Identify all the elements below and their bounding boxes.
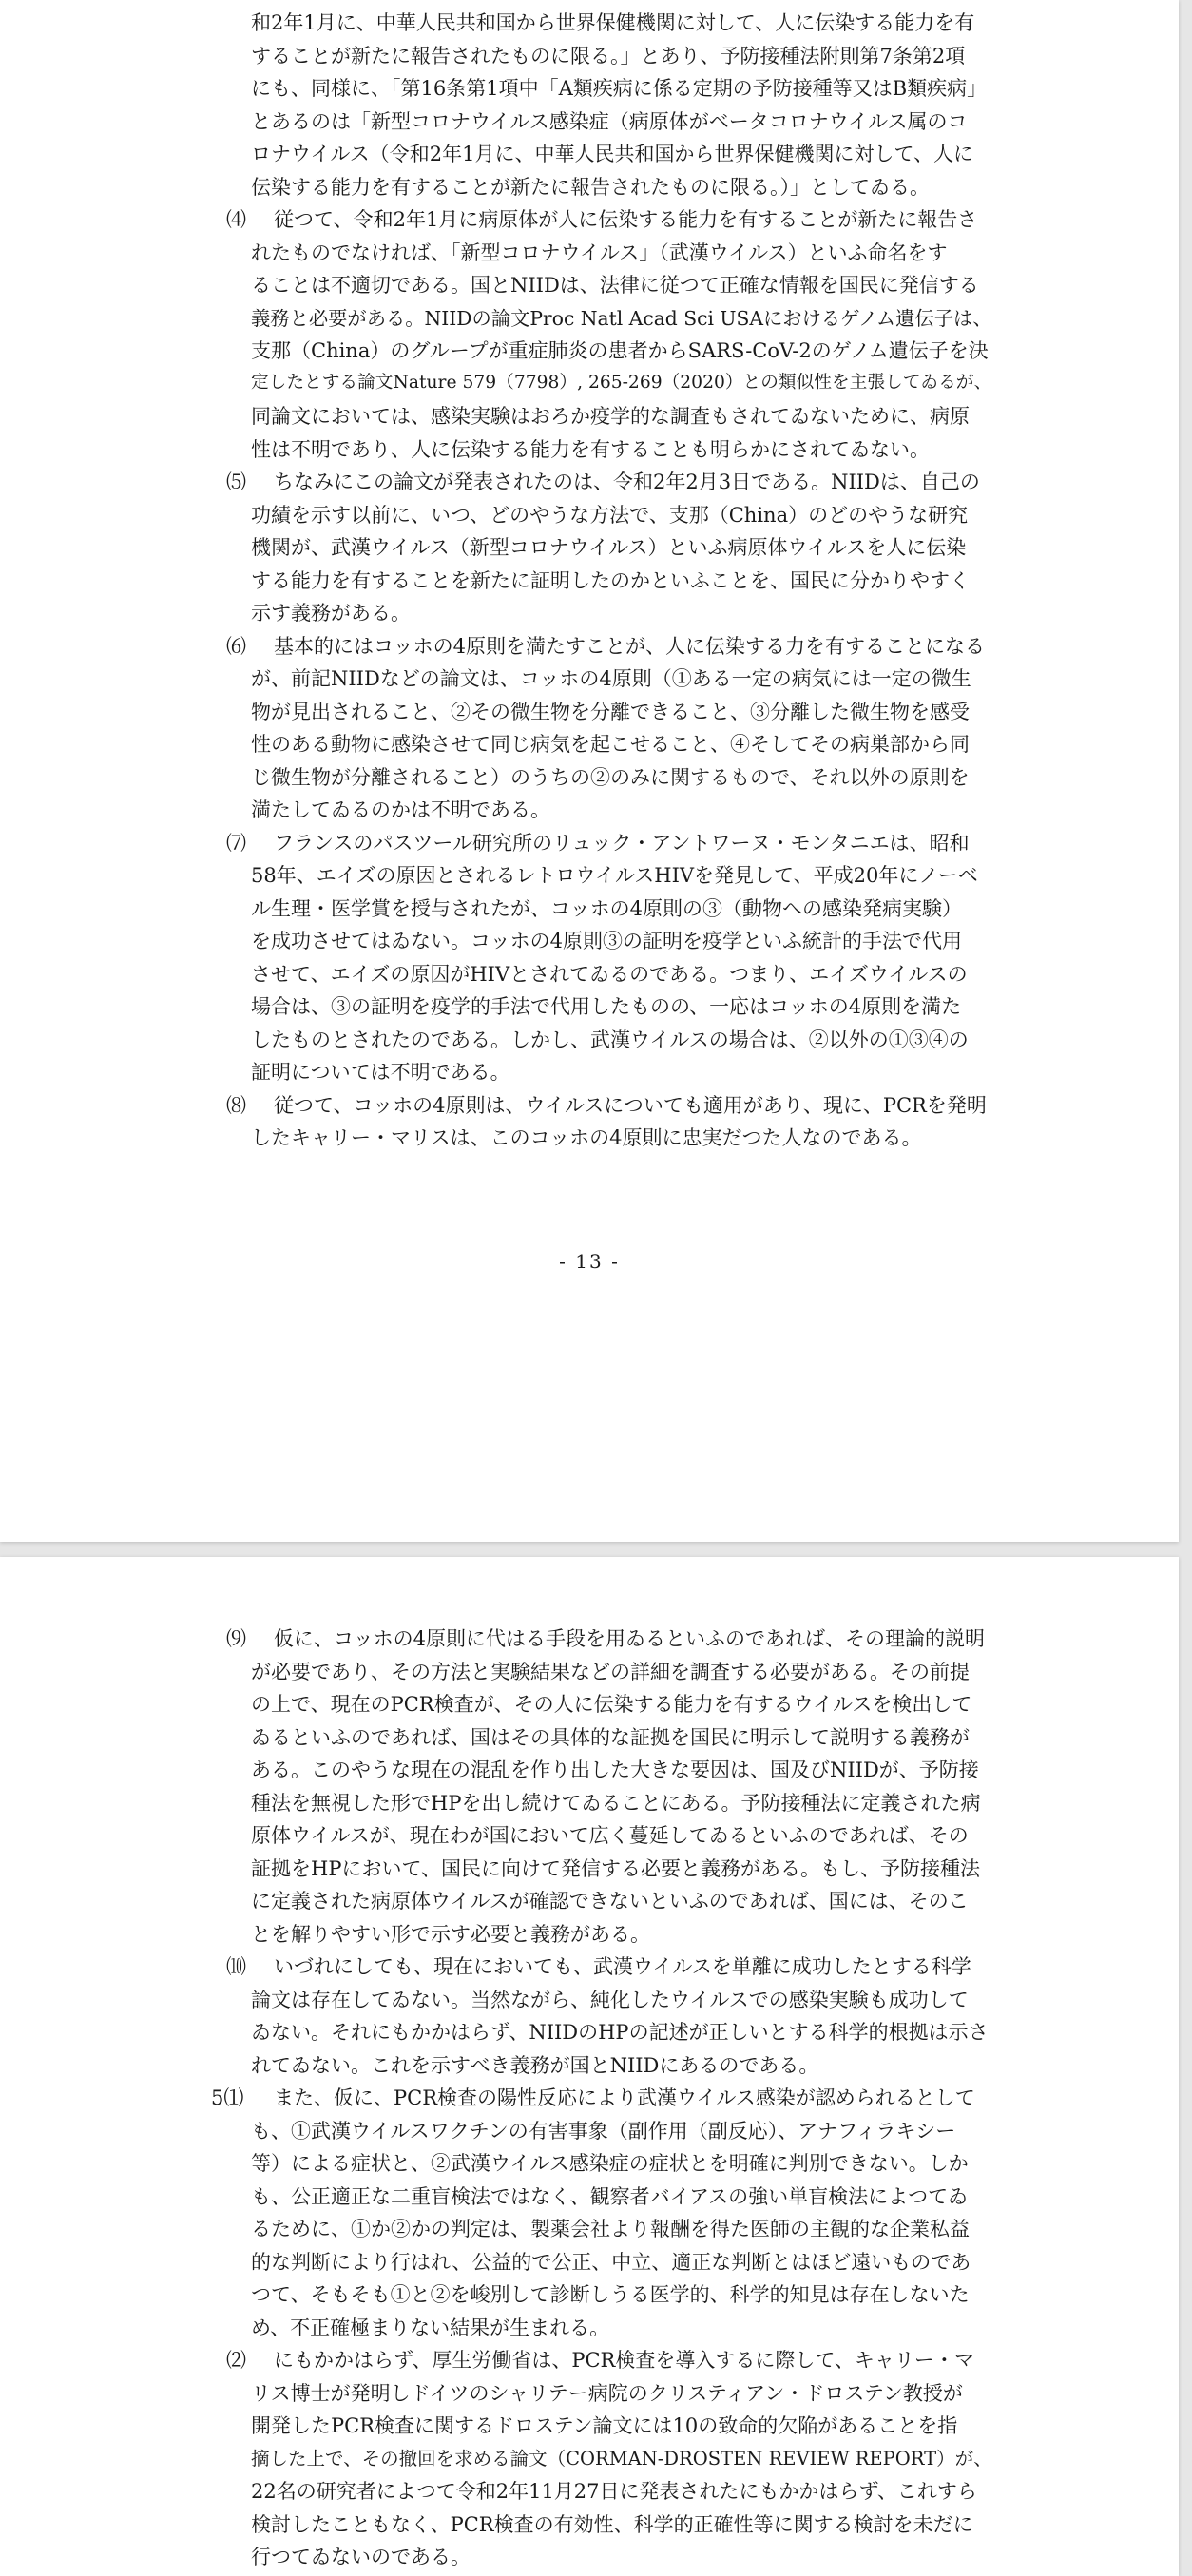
- text-line: 22名の研究者によつて令和2年11月27日に発表されたにもかかはらず、これすら: [251, 2480, 977, 2503]
- text-line: 基本的にはコッホの4原則を満たすことが、人に伝染する力を有することになる: [274, 634, 985, 658]
- text-line: にも、同様に、「第16条第1項中「A類疾病に係る定期の予防接種等又はB類疾病」: [251, 77, 988, 100]
- text-line: 的な判断により行はれ、公益的で公正、中立、適正な判断とはほど遠いものであ: [251, 2250, 971, 2274]
- text-line: れてゐない。これを示すべき義務が国とNIIDにあるのである。: [251, 2053, 819, 2077]
- text-line: じ微生物が分離されること）のうちの②のみに関するもので、それ以外の原則を: [251, 765, 970, 789]
- text-line: 58年、エイズの原因とされるレトロウイルスHIVを発見して、平成20年にノーベ: [251, 864, 978, 887]
- text-line: 機関が、武漢ウイルス（新型コロナウイルス）といふ病原体ウイルスを人に伝染: [251, 536, 967, 559]
- page-number: - 13 -: [559, 1250, 620, 1273]
- text-line: することが新たに報告されたものに限る。」とあり、予防接種法附則第7条第2項: [251, 44, 966, 67]
- text-line: 開発したPCR検査に関するドロステン論文には10の致命的欠陥があることを指: [251, 2414, 958, 2437]
- text-line: 仮に、コッホの4原則に代はる手段を用ゐるといふのであれば、その理論的説明: [274, 1627, 985, 1650]
- text-line: るために、①か②かの判定は、製薬会社より報酬を得た医師の主観的な企業私益: [251, 2218, 970, 2240]
- text-line: ある。このやうな現在の混乱を作り出した大きな要因は、国及びNIIDが、予防接: [251, 1759, 979, 1781]
- paragraph-number: 5⑴: [211, 2086, 244, 2109]
- text-line: ることは不適切である。国とNIIDは、法律に従つて正確な情報を国民に発信する: [251, 274, 979, 297]
- text-line: 論文は存在してゐない。当然ながら、純化したウイルスでの感染実験も成功して: [251, 1988, 969, 2011]
- text-line: 義務と必要がある。NIIDの論文Proc Natl Acad Sci USAにおけるゲノム遺伝子は、: [251, 306, 992, 330]
- text-line: め、不正確極まりない結果が生まれる。: [251, 2316, 610, 2339]
- paragraph-number: ⑷: [226, 208, 246, 231]
- text-line: 種法を無視した形でHPを出し続けてゐることにある。予防接種法に定義された病: [251, 1791, 981, 1815]
- text-line: 証明については不明である。: [251, 1061, 510, 1084]
- text-line: 原体ウイルスが、現在わが国において広く蔓延してゐるといふのであれば、その: [251, 1824, 969, 1847]
- text-line: も、公正適正な二重盲検法ではなく、観察者バイアスの強い単盲検法によつてゐ: [251, 2184, 969, 2208]
- text-line: 示す義務がある。: [251, 602, 411, 625]
- text-line: させて、エイズの原因がHIVとされてゐるのである。つまり、エイズウイルスの: [251, 962, 968, 986]
- text-line: つて、そもそも①と②を峻別して診断しうる医学的、科学的知見は存在しないた: [251, 2283, 970, 2306]
- text-line: 場合は、③の証明を疫学的手法で代用したものの、一応はコッホの4原則を満た: [251, 995, 962, 1018]
- text-line: が必要であり、その方法と実験結果などの詳細を調査する必要がある。その前提: [251, 1660, 970, 1683]
- text-line: れたものでなければ、「新型コロナウイルス」（武漢ウイルス）といふ命名をす: [251, 240, 948, 264]
- text-line: 伝染する能力を有することが新たに報告されたものに限る。）」としてゐる。: [251, 175, 930, 199]
- text-line: したものとされたのである。しかし、武漢ウイルスの場合は、②以外の①③④の: [251, 1028, 969, 1051]
- text-line: 支那（China）のグループが重症肺炎の患者からSARS-CoV-2のゲノム遺伝子を決: [251, 339, 989, 362]
- text-line: 定したとする論文Nature 579（7798）, 265-269（2020）との類似性を主張してゐるが、: [251, 372, 992, 393]
- paragraph-number: ⑵: [226, 2349, 246, 2372]
- paragraph-number: ⑻: [226, 1093, 246, 1117]
- text-line: ロナウイルス（令和2年1月に、中華人民共和国から世界保健機関に対して、人に: [251, 143, 974, 165]
- text-line: 行つてゐないのである。: [251, 2546, 471, 2568]
- text-line: 証拠をHPにおいて、国民に向けて発信する必要と義務がある。もし、予防接種法: [251, 1856, 981, 1880]
- document-page-14: [0, 1557, 1179, 2576]
- text-line: 性のある動物に感染させて同じ病気を起こせること、④そしてその病巣部から同: [251, 733, 970, 756]
- text-line: いづれにしても、現在においても、武漢ウイルスを単離に成功したとする科学: [274, 1955, 971, 1978]
- text-line: 同論文においては、感染実験はおろか疫学的な調査もされてゐないために、病原: [251, 405, 970, 428]
- text-line: も、①武漢ウイルスワクチンの有害事象（副作用（副反応）、アナフィラキシー: [251, 2119, 956, 2143]
- text-line: 功績を示す以前に、いつ、どのやうな方法で、支那（China）のどのやうな研究: [251, 503, 969, 527]
- text-line: ゐるといふのであれば、国はその具体的な証拠を国民に明示して説明する義務が: [251, 1725, 970, 1749]
- text-line: ル生理・医学賞を授与されたが、コッホの4原則の③（動物への感染発病実験）: [251, 896, 962, 920]
- text-line: を成功させてはゐない。コッホの4原則③の証明を疫学といふ統計的手法で代用: [251, 930, 962, 952]
- text-line: にもかかはらず、厚生労働省は、PCR検査を導入するに際して、キャリー・マ: [274, 2349, 974, 2372]
- text-line: 和2年1月に、中華人民共和国から世界保健機関に対して、人に伝染する能力を有: [251, 11, 975, 34]
- paragraph-number: ⑹: [226, 634, 246, 658]
- paragraph-number: ⑺: [226, 831, 246, 855]
- text-line: 検討したこともなく、PCR検査の有効性、科学的正確性等に関する検討を未だに: [251, 2512, 973, 2536]
- text-line: ちなみにこの論文が発表されたのは、令和2年2月3日である。NIIDは、自己の: [274, 471, 980, 493]
- text-line: の上で、現在のPCR検査が、その人に伝染する能力を有するウイルスを検出して: [251, 1693, 972, 1716]
- text-line: に定義された病原体ウイルスが確認できないといふのであれば、国には、そのこ: [251, 1890, 969, 1913]
- text-line: リス博士が発明しドイツのシャリテー病院のクリスティアン・ドロステン教授が: [251, 2381, 963, 2405]
- text-line: が、前記NIIDなどの論文は、コッホの4原則（①ある一定の病気には一定の微生: [251, 667, 971, 690]
- text-line: 従つて、令和2年1月に病原体が人に伝染する能力を有することが新たに報告さ: [274, 208, 978, 231]
- text-line: する能力を有することを新たに証明したのかといふことを、国民に分かりやすく: [251, 568, 970, 592]
- text-line: 等）による症状と、②武漢ウイルス感染症の症状とを明確に判別できない。しか: [251, 2152, 969, 2175]
- text-line: フランスのパスツール研究所のリュック・アントワーヌ・モンタニエは、昭和: [274, 831, 970, 855]
- text-line: ゐない。それにもかかはらず、NIIDのHPの記述が正しいとする科学的根拠は示さ: [251, 2021, 989, 2044]
- text-line: また、仮に、PCR検査の陽性反応により武漢ウイルス感染が認められるとして: [274, 2086, 975, 2109]
- text-line: したキャリー・マリスは、このコッホの4原則に忠実だつた人なのである。: [251, 1126, 922, 1149]
- paragraph-number: ⑽: [226, 1955, 246, 1978]
- text-line: とを解りやすい形で示す必要と義務がある。: [251, 1922, 650, 1946]
- text-line: とあるのは「新型コロナウイルス感染症（病原体がベータコロナウイルス属のコ: [251, 109, 968, 133]
- paragraph-number: ⑸: [226, 471, 246, 493]
- text-line: 従つて、コッホの4原則は、ウイルスについても適用があり、現に、PCRを発明: [274, 1093, 987, 1117]
- paragraph-number: ⑼: [226, 1627, 246, 1650]
- text-line: 性は不明であり、人に伝染する能力を有することも明らかにされてゐない。: [251, 437, 930, 461]
- text-line: 物が見出されること、②その微生物を分離できること、③分離した微生物を感受: [251, 700, 970, 723]
- text-line: 摘した上で、その撤回を求める論文（CORMAN-DROSTEN REVIEW REPORT）が、: [251, 2447, 992, 2470]
- text-line: 満たしてゐるのかは不明である。: [251, 798, 550, 821]
